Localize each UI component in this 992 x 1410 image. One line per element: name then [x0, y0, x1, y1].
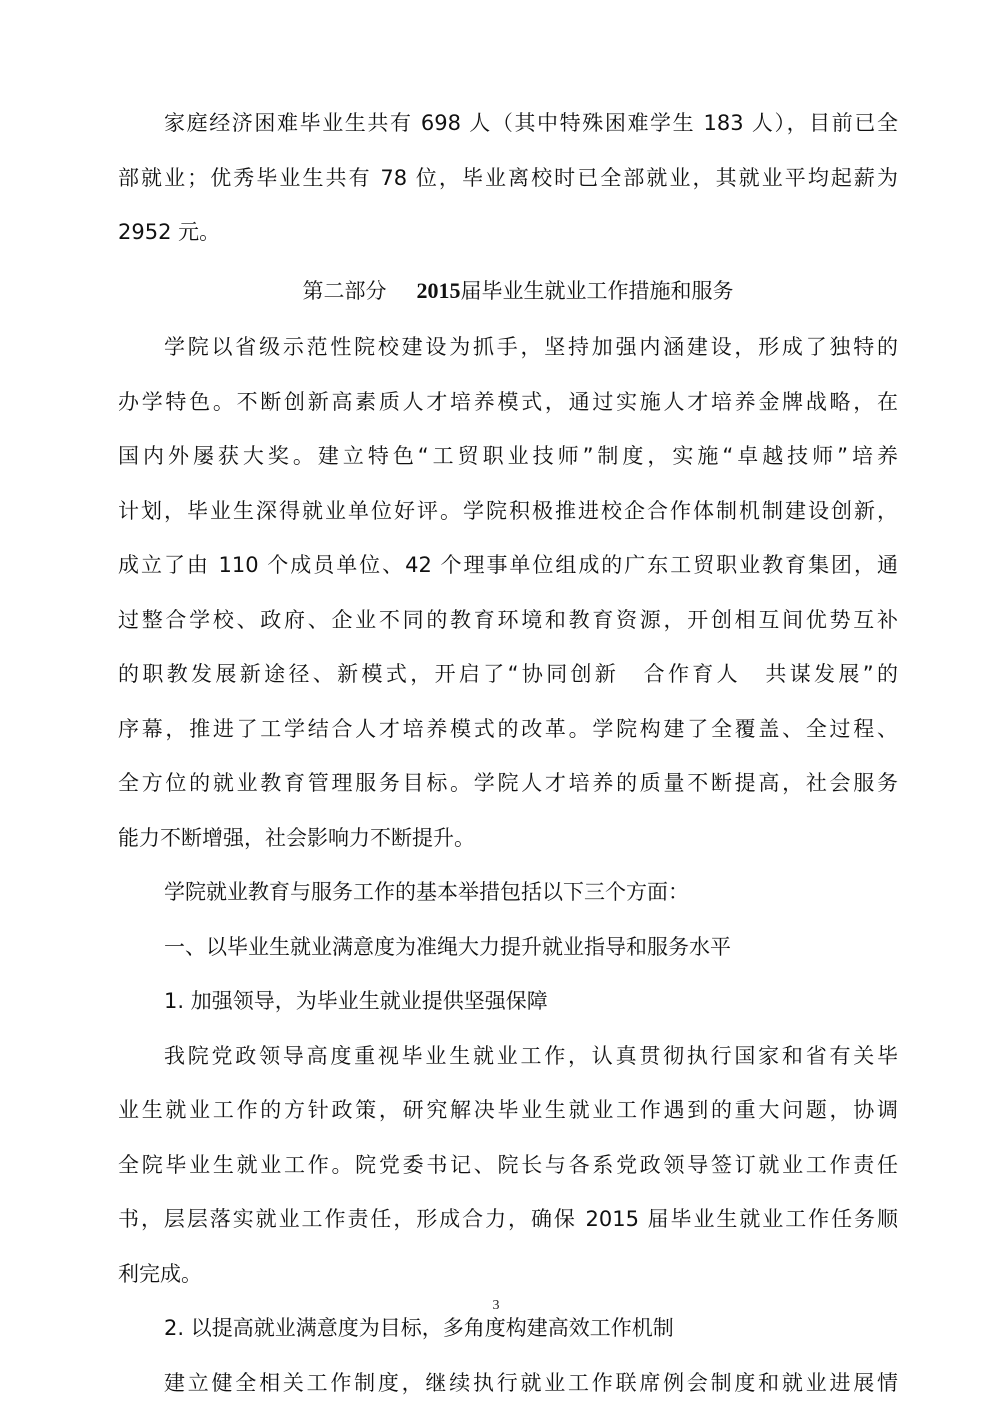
text-line: 2952 元。 [118, 205, 898, 260]
text-line: 书，层层落实就业工作责任，形成合力，确保 2015 届毕业生就业工作任务顺 [118, 1192, 898, 1247]
subheading-1: 一、以毕业生就业满意度为准绳大力提升就业指导和服务水平 [118, 920, 898, 975]
text-line: 部就业；优秀毕业生共有 78 位，毕业离校时已全部就业，其就业平均起薪为 [118, 151, 898, 206]
page-number: 3 [0, 1298, 992, 1314]
text-line: 利完成。 [118, 1247, 898, 1302]
item-1-paragraph [118, 1029, 898, 1302]
item-2-title: 2. 以提高就业满意度为目标，多角度构建高效工作机制 [118, 1301, 898, 1356]
text-line: 家庭经济困难毕业生共有 698 人（其中特殊困难学生 183 人），目前已全 [118, 96, 898, 151]
item-2-paragraph [118, 1356, 898, 1410]
top-paragraph [118, 96, 898, 260]
intro-paragraph [118, 320, 898, 865]
text-line: 办学特色。不断创新高素质人才培养模式，通过实施人才培养金牌战略，在 [118, 375, 898, 430]
document-page [118, 96, 898, 1410]
text-line: 国内外屡获大奖。建立特色“工贸职业技师”制度，实施“卓越技师”培养 [118, 429, 898, 484]
item-1-title: 1. 加强领导，为毕业生就业提供坚强保障 [118, 974, 898, 1029]
text-line: 学院以省级示范性院校建设为抓手，坚持加强内涵建设，形成了独特的 [118, 320, 898, 375]
text-line: 的职教发展新途径、新模式，开启了“协同创新 合作育人 共谋发展”的 [118, 647, 898, 702]
text-line: 全院毕业生就业工作。院党委书记、院长与各系党政领导签订就业工作责任 [118, 1138, 898, 1193]
text-line: 过整合学校、政府、企业不同的教育环境和教育资源，开创相互间优势互补 [118, 593, 898, 648]
text-line: 能力不断增强，社会影响力不断提升。 [118, 811, 898, 866]
section-title: 届毕业生就业工作措施和服务 [461, 279, 734, 303]
section-year: 2015 [417, 278, 461, 303]
text-line: 业生就业工作的方针政策，研究解决毕业生就业工作遇到的重大问题，协调 [118, 1083, 898, 1138]
text-line: 建立健全相关工作制度，继续执行就业工作联席例会制度和就业进展情 [118, 1356, 898, 1410]
text-line: 计划，毕业生深得就业单位好评。学院积极推进校企合作体制机制建设创新， [118, 484, 898, 539]
text-line: 全方位的就业教育管理服务目标。学院人才培养的质量不断提高，社会服务 [118, 756, 898, 811]
section-heading [118, 264, 898, 319]
measures-intro: 学院就业教育与服务工作的基本举措包括以下三个方面： [118, 865, 898, 920]
section-part-label: 第二部分 [303, 279, 387, 303]
text-line: 序幕，推进了工学结合人才培养模式的改革。学院构建了全覆盖、全过程、 [118, 702, 898, 757]
text-line: 我院党政领导高度重视毕业生就业工作，认真贯彻执行国家和省有关毕 [118, 1029, 898, 1084]
text-line: 成立了由 110 个成员单位、42 个理事单位组成的广东工贸职业教育集团，通 [118, 538, 898, 593]
